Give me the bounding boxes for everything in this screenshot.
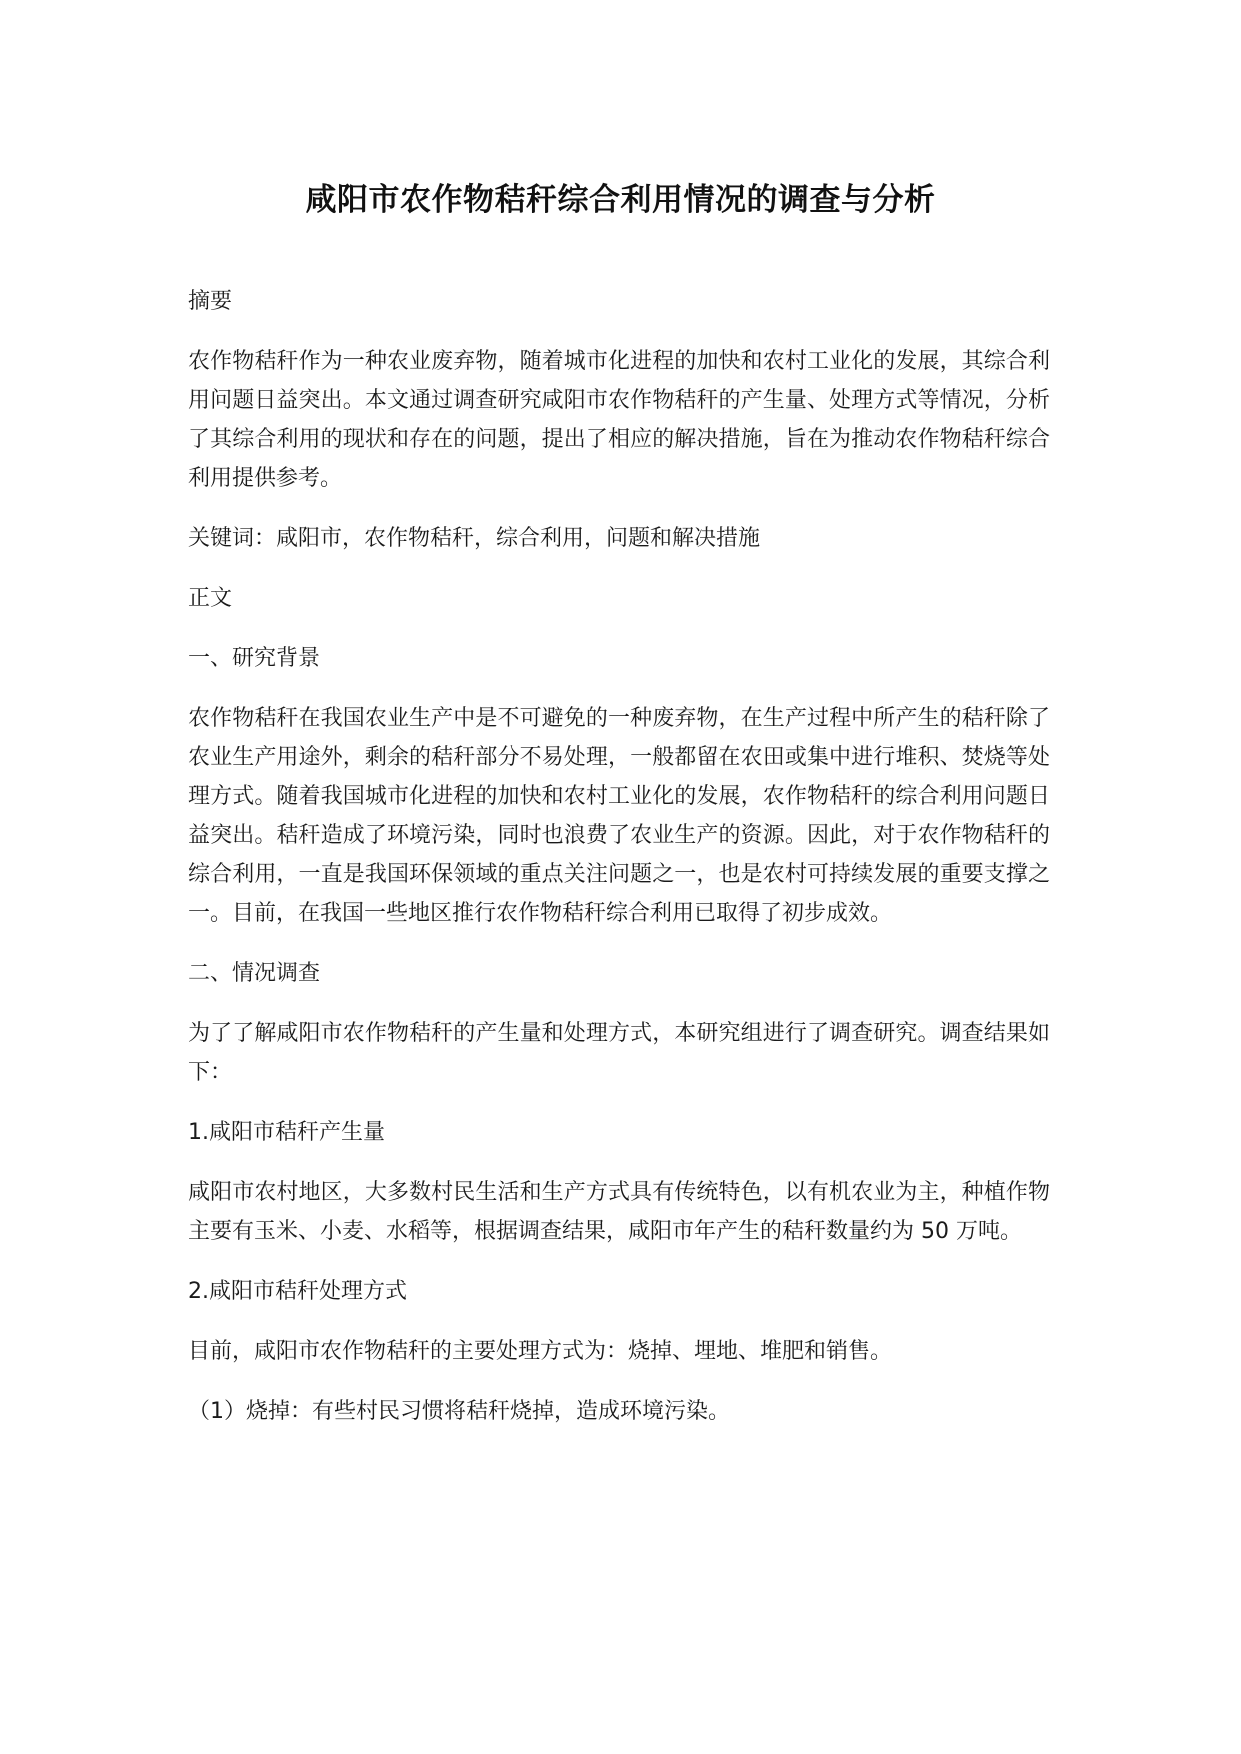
section-1-paragraph: 农作物秸秆在我国农业生产中是不可避免的一种废弃物，在生产过程中所产生的秸秆除了农业生产用途外，剩余的秸秆部分不易处理，一般都留在农田或集中进行堆积、焚烧等处理方式。随着我国城市化进程的加快和农村工业化的发展，农作物秸秆的综合利用问题日益突出。秸秆造成了环境污染，同时也浪费了农业生产的资源。因此，对于农作物秸秆的综合利用，一直是我国环保领域的重点关注问题之一，也是农村可持续发展的重要支撑之一。目前，在我国一些地区推行农作物秸秆综合利用已取得了初步成效。 bbox=[188, 706, 1050, 926]
section-2-heading: 二、情况调查 bbox=[188, 961, 321, 986]
section-1-heading: 一、研究背景 bbox=[188, 646, 321, 671]
subsection-1-heading: 1.咸阳市秸秆产生量 bbox=[188, 1120, 385, 1145]
list-item-1: （1）烧掉：有些村民习惯将秸秆烧掉，造成环境污染。 bbox=[188, 1399, 730, 1424]
abstract-paragraph: 农作物秸秆作为一种农业废弃物，随着城市化进程的加快和农村工业化的发展，其综合利用问题日益突出。本文通过调查研究咸阳市农作物秸秆的产生量、处理方式等情况，分析了其综合利用的现状和存在的问题，提出了相应的解决措施，旨在为推动农作物秸秆综合利用提供参考。 bbox=[188, 349, 1050, 491]
abstract-heading: 摘要 bbox=[188, 289, 233, 314]
section-2-paragraph: 为了了解咸阳市农作物秸秆的产生量和处理方式，本研究组进行了调查研究。调查结果如下： bbox=[188, 1021, 1050, 1085]
body-heading: 正文 bbox=[188, 586, 233, 611]
document-body bbox=[188, 282, 1050, 1452]
subsection-1-paragraph: 咸阳市农村地区，大多数村民生活和生产方式具有传统特色，以有机农业为主，种植作物主要有玉米、小麦、水稻等，根据调查结果，咸阳市年产生的秸秆数量约为 50 万吨。 bbox=[188, 1180, 1050, 1244]
subsection-2-heading: 2.咸阳市秸秆处理方式 bbox=[188, 1279, 407, 1304]
document-title: 咸阳市农作物秸秆综合利用情况的调查与分析 bbox=[305, 182, 936, 218]
keywords-line: 关键词：咸阳市，农作物秸秆，综合利用，问题和解决措施 bbox=[188, 526, 761, 551]
subsection-2-paragraph: 目前，咸阳市农作物秸秆的主要处理方式为：烧掉、埋地、堆肥和销售。 bbox=[188, 1339, 893, 1364]
